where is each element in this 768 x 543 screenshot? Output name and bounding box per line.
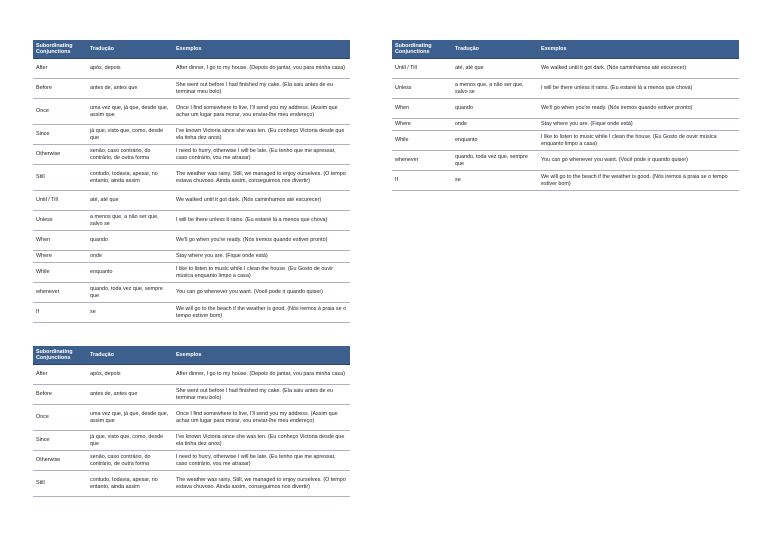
example-cell: We will go to the beach if the weather is good. (Nós iremos à praia se o tempo estiver bom) — [173, 303, 350, 323]
example-cell: She went out before I had finished my cake. (Ela saiu antes de eu terminar meu bolo) — [173, 79, 350, 99]
conjunction-cell: While — [33, 263, 87, 283]
translation-cell: a menos que, a não ser que, salvo se — [87, 211, 173, 231]
header-conjunction: Subordinating Conjunctions — [33, 40, 87, 59]
translation-cell: onde — [87, 251, 173, 263]
conjunction-cell: Until / Till — [33, 191, 87, 211]
table-row — [33, 125, 350, 145]
translation-cell: já que, visto que, como, desde que — [87, 431, 173, 451]
table-row — [33, 283, 350, 303]
conjunctions-table-3 — [392, 40, 739, 191]
example-cell: I like to listen to music while I clean the house. (Eu Gosto de ouvir música enquanto limpo a casa) — [173, 263, 350, 283]
header-row — [33, 346, 350, 365]
table-row — [33, 451, 350, 471]
conjunction-cell: Unless — [33, 211, 87, 231]
translation-cell: quando — [452, 99, 538, 119]
header-examples: Exemplos — [538, 40, 739, 59]
example-cell: I've known Victoria since she was ten. (Eu conheço Victoria desde que ela tinha dez anos) — [173, 431, 350, 451]
example-cell: After dinner, I go to my house. (Depois do jantar, vou para minha casa) — [173, 59, 350, 79]
example-cell: I like to listen to music while I clean the house. (Eu Gosto de ouvir música enquanto limpo a casa) — [538, 131, 739, 151]
translation-cell: uma vez que, já que, desde que, assim que — [87, 405, 173, 431]
header-examples: Exemplos — [173, 40, 350, 59]
translation-cell: se — [87, 303, 173, 323]
table-row — [33, 145, 350, 165]
table-row — [33, 263, 350, 283]
translation-cell: quando — [87, 231, 173, 251]
table-row — [33, 165, 350, 191]
table-row — [392, 59, 739, 79]
table-row — [33, 211, 350, 231]
header-conjunction: Subordinating Conjunctions — [392, 40, 452, 59]
translation-cell: se — [452, 171, 538, 191]
conjunction-cell: Otherwise — [33, 145, 87, 165]
translation-cell: quando, toda vez que, sempre que — [452, 151, 538, 171]
conjunction-cell: Since — [33, 431, 87, 451]
conjunction-cell: While — [392, 131, 452, 151]
conjunction-cell: After — [33, 365, 87, 385]
example-cell: We'll go when you're ready. (Nós iremos quando estiver pronto) — [538, 99, 739, 119]
table-row — [392, 171, 739, 191]
translation-cell: antes de, antes que — [87, 385, 173, 405]
conjunction-cell: Where — [33, 251, 87, 263]
translation-cell: contudo, todavia, apesar, no entanto, ainda assim — [87, 165, 173, 191]
example-cell: I will be there unless it rains. (Eu estarei lá a menos que chova) — [538, 79, 739, 99]
example-cell: She went out before I had finished my cake. (Ela saiu antes de eu terminar meu bolo) — [173, 385, 350, 405]
table-row — [33, 385, 350, 405]
translation-cell: onde — [452, 119, 538, 131]
translation-cell: já que, visto que, como, desde que — [87, 125, 173, 145]
conjunction-cell: After — [33, 59, 87, 79]
conjunction-cell: Otherwise — [33, 451, 87, 471]
table-row — [392, 79, 739, 99]
conjunction-cell: When — [33, 231, 87, 251]
conjunction-cell: Before — [33, 79, 87, 99]
example-cell: I've known Victoria since she was ten. (Eu conheço Victoria desde que ela tinha dez anos) — [173, 125, 350, 145]
example-cell: The weather was rainy. Still, we managed to enjoy ourselves. (O tempo estava chuvoso. Ainda assim, conseguimos nos divertir) — [173, 471, 350, 497]
example-cell: You can go whenever you want. (Você pode ir quando quiser) — [538, 151, 739, 171]
translation-cell: enquanto — [87, 263, 173, 283]
example-cell: After dinner, I go to my house. (Depois do jantar, vou para minha casa) — [173, 365, 350, 385]
conjunction-cell: Once — [33, 99, 87, 125]
table-row — [392, 99, 739, 119]
table-row — [392, 151, 739, 171]
example-cell: Once I find somewhere to live, I'll send you my address. (Assim que achar um lugar para morar, vou enviar-lhe meu endereço) — [173, 405, 350, 431]
table-row — [33, 59, 350, 79]
conjunction-cell: If — [33, 303, 87, 323]
table-row — [33, 431, 350, 451]
table-row — [33, 231, 350, 251]
table-row — [392, 131, 739, 151]
translation-cell: até, até que — [87, 191, 173, 211]
conjunction-cell: If — [392, 171, 452, 191]
example-cell: We'll go when you're ready. (Nós iremos quando estiver pronto) — [173, 231, 350, 251]
example-cell: Stay where you are. (Fique onde está) — [538, 119, 739, 131]
table-row — [392, 119, 739, 131]
table-row — [33, 405, 350, 431]
conjunction-cell: Until / Till — [392, 59, 452, 79]
header-row — [33, 40, 350, 59]
translation-cell: enquanto — [452, 131, 538, 151]
translation-cell: após, depois — [87, 365, 173, 385]
table-row — [33, 365, 350, 385]
table-row — [33, 471, 350, 497]
header-translation: Tradução — [452, 40, 538, 59]
header-examples: Exemplos — [173, 346, 350, 365]
conjunction-cell: Once — [33, 405, 87, 431]
translation-cell: até, até que — [452, 59, 538, 79]
example-cell: Once I find somewhere to live, I'll send you my address. (Assim que achar um lugar para morar, vou enviar-lhe meu endereço) — [173, 99, 350, 125]
example-cell: You can go whenever you want. (Você pode ir quando quiser) — [173, 283, 350, 303]
conjunctions-table-2 — [33, 346, 350, 497]
table-row — [33, 251, 350, 263]
translation-cell: quando, toda vez que, sempre que — [87, 283, 173, 303]
translation-cell: após, depois — [87, 59, 173, 79]
table-row — [33, 191, 350, 211]
translation-cell: senão, caso contrário, do contrário, de outra forma — [87, 145, 173, 165]
header-conjunction: Subordinating Conjunctions — [33, 346, 87, 365]
translation-cell: antes de, antes que — [87, 79, 173, 99]
example-cell: I need to hurry, otherwise I will be late. (Eu tenho que me apressar, caso contrário, vou me atrasar) — [173, 145, 350, 165]
example-cell: Stay where you are. (Fique onde está) — [173, 251, 350, 263]
translation-cell: senão, caso contrário, do contrário, de outra forma — [87, 451, 173, 471]
example-cell: We walked until it got dark. (Nós caminhamos até escurecer) — [173, 191, 350, 211]
header-translation: Tradução — [87, 40, 173, 59]
example-cell: The weather was rainy. Still, we managed to enjoy ourselves. (O tempo estava chuvoso. Ainda assim, conseguimos nos divertir) — [173, 165, 350, 191]
example-cell: I need to hurry, otherwise I will be late. (Eu tenho que me apressar, caso contrário, vou me atrasar) — [173, 451, 350, 471]
conjunction-cell: Before — [33, 385, 87, 405]
conjunction-cell: Still — [33, 165, 87, 191]
header-translation: Tradução — [87, 346, 173, 365]
table-row — [33, 79, 350, 99]
conjunction-cell: When — [392, 99, 452, 119]
table-row — [33, 99, 350, 125]
table-row — [33, 303, 350, 323]
conjunction-cell: Since — [33, 125, 87, 145]
example-cell: We walked until it got dark. (Nós caminhamos até escurecer) — [538, 59, 739, 79]
example-cell: We will go to the beach if the weather is good. (Nós iremos à praia se o tempo estiver bom) — [538, 171, 739, 191]
conjunction-cell: Still — [33, 471, 87, 497]
header-row — [392, 40, 739, 59]
conjunctions-table-1 — [33, 40, 350, 323]
translation-cell: a menos que, a não ser que, salvo se — [452, 79, 538, 99]
conjunction-cell: Where — [392, 119, 452, 131]
translation-cell: uma vez que, já que, desde que, assim que — [87, 99, 173, 125]
conjunction-cell: whenever — [392, 151, 452, 171]
conjunction-cell: Unless — [392, 79, 452, 99]
translation-cell: contudo, todavia, apesar, no entanto, ainda assim — [87, 471, 173, 497]
conjunction-cell: whenever — [33, 283, 87, 303]
example-cell: I will be there unless it rains. (Eu estarei lá a menos que chova) — [173, 211, 350, 231]
